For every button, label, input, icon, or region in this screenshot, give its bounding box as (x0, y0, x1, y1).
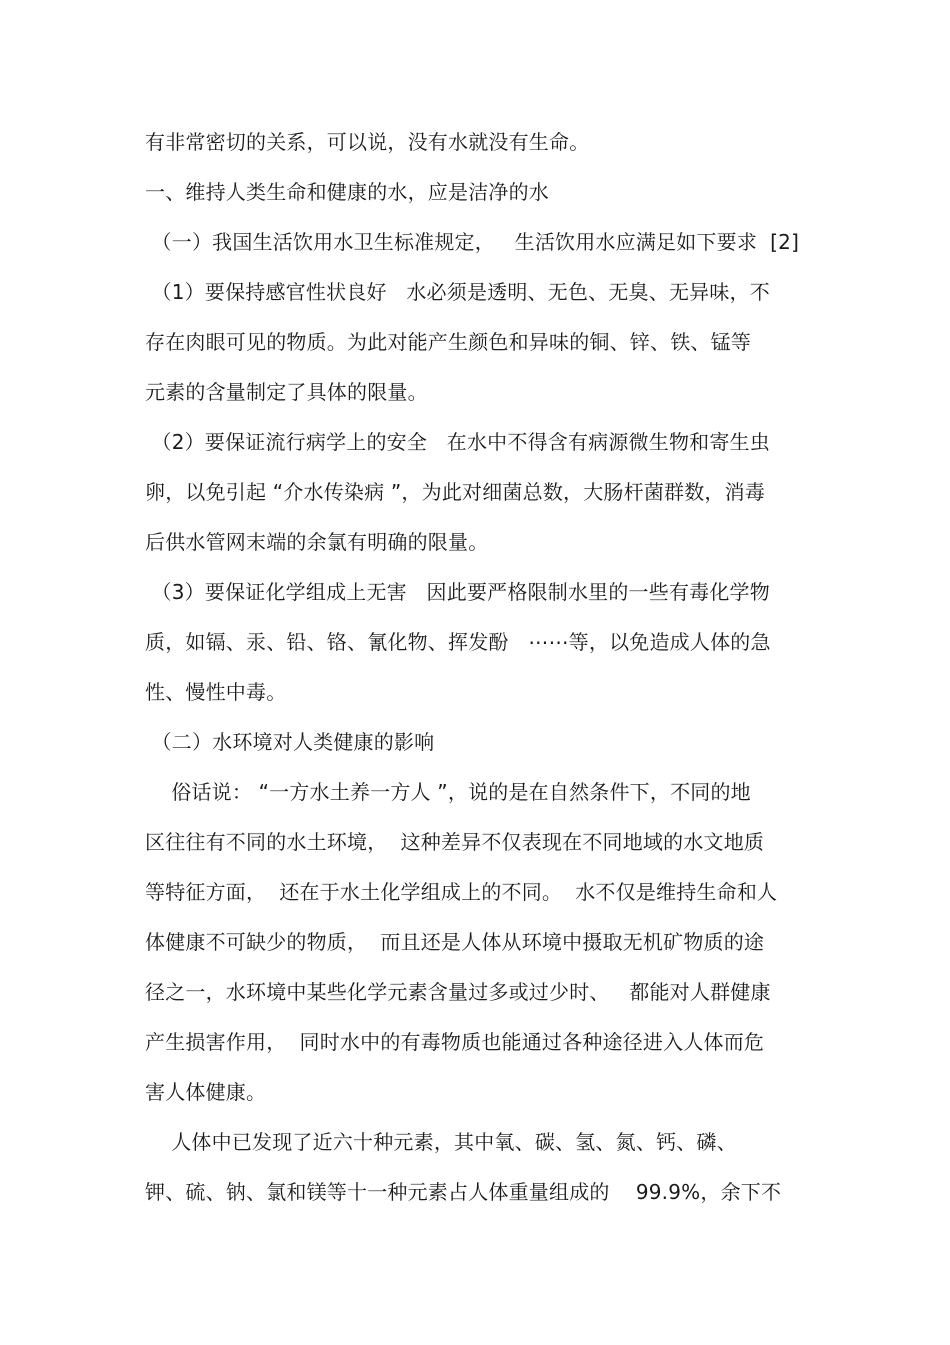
text-line: 卵，以免引起 “介水传染病 ”，为此对细菌总数，大肠杆菌群数，消毒 (145, 480, 766, 504)
text-line: （3）要保证化学组成上无害 因此要严格限制水里的一些有毒化学物 (145, 580, 770, 604)
text-line: （2）要保证流行病学上的安全 在水中不得含有病源微生物和寄生虫 (145, 430, 770, 454)
text-line: 性、慢性中毒。 (145, 680, 287, 704)
text-line: 人体中已发现了近六十种元素，其中氧、碳、氢、氮、钙、磷、 (145, 1130, 737, 1154)
text-line: 俗话说： “一方水土养一方人 ”，说的是在自然条件下，不同的地 (145, 780, 751, 804)
text-line: 径之一，水环境中某些化学元素含量过多或过少时、 都能对人群健康 (145, 980, 771, 1004)
text-line: 后供水管网末端的余氯有明确的限量。 (145, 530, 489, 554)
text-line: 钾、硫、钠、氯和镁等十一种元素占人体重量组成的 99.9%，余下不 (145, 1180, 782, 1204)
text-line: （1）要保持感官性状良好 水必须是透明、无色、无臭、无异味，不 (145, 280, 770, 304)
text-line: 存在肉眼可见的物质。为此对能产生颜色和异味的铜、锌、铁、锰等 (145, 330, 751, 354)
section-heading: 一、维持人类生命和健康的水，应是洁净的水 (145, 180, 549, 204)
subsection-heading: （二）水环境对人类健康的影响 (145, 730, 435, 754)
text-line: 害人体健康。 (145, 1080, 267, 1104)
text-line: 体健康不可缺少的物质， 而且还是人体从环境中摄取无机矿物质的途 (145, 930, 765, 954)
text-line: 产生损害作用， 同时水中的有毒物质也能通过各种途径进入人体而危 (145, 1030, 765, 1054)
text-line: 有非常密切的关系，可以说，没有水就没有生命。 (145, 130, 590, 154)
subsection-heading: （一）我国生活饮用水卫生标准规定， 生活饮用水应满足如下要求 [2] (145, 230, 800, 254)
text-line: 等特征方面， 还在于水土化学组成上的不同。 水不仅是维持生命和人 (145, 880, 778, 904)
text-line: 区往往有不同的水土环境， 这种差异不仅表现在不同地域的水文地质 (145, 830, 765, 854)
text-line: 元素的含量制定了具体的限量。 (145, 380, 428, 404)
text-line: 质，如镉、汞、铅、铬、氰化物、挥发酚 ⋯⋯等，以免造成人体的急 (145, 630, 771, 654)
